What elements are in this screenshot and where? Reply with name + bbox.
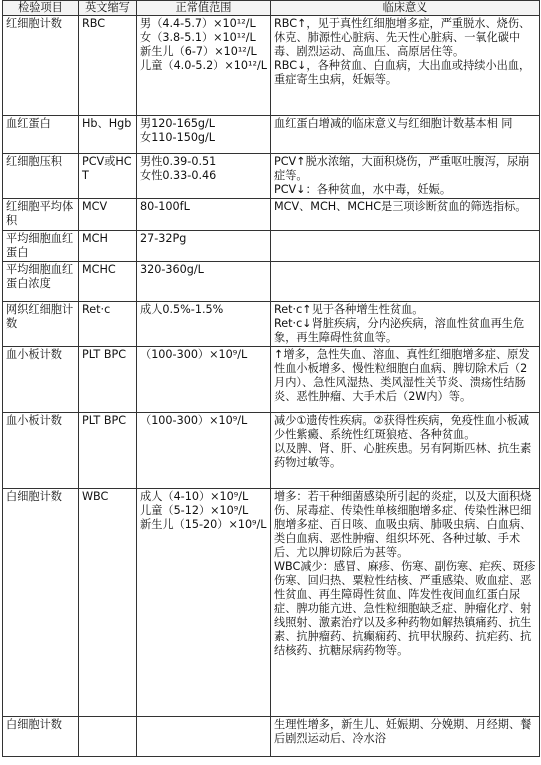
cell-meaning — [271, 262, 540, 302]
meaning-paragraph: Ret·c↑见于各种增生性贫血。 — [274, 303, 424, 316]
cell-range — [137, 199, 271, 231]
cell-item: 红细胞计数 — [3, 16, 79, 116]
cell-abbr: MCV — [79, 199, 137, 231]
cell-meaning — [271, 154, 540, 199]
cell-range — [137, 116, 271, 154]
header-range: 正常值范围 — [137, 1, 271, 16]
range-line: 女性0.33-0.46 — [140, 169, 217, 182]
range-line: （100-300）×10⁹/L — [140, 414, 248, 427]
meaning-paragraph: 以及脾、肾、肝、心脏疾患。另有阿斯匹林、抗生素药物过敏等。 — [274, 442, 532, 469]
cell-abbr: WBC — [79, 489, 137, 717]
range-line: 男（4.4-5.7）×10¹²/L — [140, 17, 256, 30]
range-line: 成人（4-10）×10⁹/L — [140, 490, 249, 503]
cell-range — [137, 302, 271, 347]
cell-meaning — [271, 413, 540, 489]
range-line: 成人0.5%-1.5% — [140, 303, 224, 316]
range-line: 80-100fL — [140, 200, 190, 213]
cell-item: 血小板计数 — [3, 347, 79, 413]
cell-meaning — [271, 347, 540, 413]
table-row — [3, 717, 540, 757]
cell-range — [137, 489, 271, 717]
table-row — [3, 16, 540, 116]
cell-abbr: PLT BPC — [79, 413, 137, 489]
meaning-paragraph: RBC↓，各种贫血、白血病，大出血或持续小出血，重症寄生虫病，妊娠等。 — [274, 59, 531, 86]
range-line: 27-32Pg — [140, 232, 187, 245]
cell-item: 红细胞压积 — [3, 154, 79, 199]
cell-abbr: Hb、Hgb — [79, 116, 137, 154]
cell-item: 血小板计数 — [3, 413, 79, 489]
meaning-paragraph: PCV↓：各种贫血，水中毒，妊娠。 — [274, 183, 452, 196]
cell-item: 血红蛋白 — [3, 116, 79, 154]
cell-item: 白细胞计数 — [3, 717, 79, 757]
meaning-paragraph: 血红蛋白增减的临床意义与红细胞计数基本相 同 — [274, 117, 513, 130]
lab-reference-table — [2, 0, 540, 757]
cell-range — [137, 154, 271, 199]
table-row — [3, 489, 540, 717]
cell-meaning — [271, 717, 540, 757]
range-line: 女（3.8-5.1）×10¹²/L — [140, 31, 256, 44]
cell-range — [137, 413, 271, 489]
cell-meaning — [271, 231, 540, 262]
range-line: 新生儿（15-20）×10⁹/L — [140, 518, 267, 531]
range-line: 男120-165g/L — [140, 117, 216, 130]
cell-range — [137, 231, 271, 262]
meaning-paragraph: 生理性增多，新生儿、妊娠期、分娩期、月经期、餐后剧烈运动后、冷水浴 — [274, 718, 532, 745]
cell-meaning — [271, 489, 540, 717]
table-row — [3, 231, 540, 262]
range-line: 儿童（4.0-5.2）×10¹²/L — [140, 59, 267, 72]
meaning-paragraph: Ret·c↓肾脏疾病，分内泌疾病，溶血性贫血再生危象，再生障碍性贫血等。 — [274, 317, 525, 344]
header-meaning: 临床意义 — [271, 1, 540, 16]
table-row — [3, 347, 540, 413]
range-line: 男性0.39-0.51 — [140, 155, 217, 168]
meaning-paragraph: RBC↑，见于真性红细胞增多症，严重脱水、烧伤、休克、肺源性心脏病、先天性心脏病、一氧化碳中毒、剧烈运动、高血压、高原居住等。 — [274, 17, 531, 58]
table-row — [3, 302, 540, 347]
cell-abbr: Ret·c — [79, 302, 137, 347]
cell-meaning — [271, 302, 540, 347]
table-row — [3, 199, 540, 231]
cell-range — [137, 347, 271, 413]
range-line: 新生儿（6-7）×10¹²/L — [140, 45, 257, 58]
cell-abbr: MCH — [79, 231, 137, 262]
table-body — [3, 16, 540, 757]
range-line: 儿童（5-12）×10⁹/L — [140, 504, 249, 517]
cell-range — [137, 262, 271, 302]
range-line: 320-360g/L — [140, 263, 204, 276]
cell-abbr: MCHC — [79, 262, 137, 302]
table-row — [3, 262, 540, 302]
cell-meaning — [271, 16, 540, 116]
meaning-paragraph: MCV、MCH、MCHC是三项诊断贫血的筛选指标。 — [274, 200, 527, 213]
meaning-paragraph: PCV↑脱水浓缩，大面积烧伤，严重呕吐腹泻，尿崩症等。 — [274, 155, 530, 182]
cell-abbr — [79, 717, 137, 757]
header-item: 检验项目 — [3, 1, 79, 16]
cell-meaning — [271, 116, 540, 154]
meaning-paragraph: WBC减少：感冒、麻疹、伤寒、副伤寒、疟疾、斑疹伤寒、回归热、粟粒性结核、严重感染、败血症、恶性贫血、再生障碍性贫血、阵发性夜间血红蛋白尿症、脾功能亢进、急性粒细胞缺乏症、肿瘤化疗、射线照射、激素治疗以及多种药物如解热镇痛药、抗生素、抗肿瘤药、抗癫痫药、抗甲状腺药、抗疟药、抗结核药、抗糖尿病药物等。 — [274, 560, 536, 657]
cell-meaning — [271, 199, 540, 231]
cell-item: 平均细胞血红蛋白浓度 — [3, 262, 79, 302]
cell-item: 白细胞计数 — [3, 489, 79, 717]
cell-abbr: PLT BPC — [79, 347, 137, 413]
table-row — [3, 154, 540, 199]
cell-item: 网织红细胞计数 — [3, 302, 79, 347]
range-line: 女110-150g/L — [140, 131, 216, 144]
meaning-paragraph: ↑增多，急性失血、溶血、真性红细胞增多症、原发性血小板增多、慢性粒细胞白血病、脾切除术后（2月内）、急性风湿热、类风湿性关节炎、溃疡性结肠炎、恶性肿瘤、大手术后（2W内）等。 — [274, 348, 530, 403]
table-row — [3, 413, 540, 489]
cell-range — [137, 16, 271, 116]
meaning-paragraph: 减少①遗传性疾病。②获得性疾病，免疫性血小板减少性紫癜、系统性红斑狼疮、各种贫血。 — [274, 414, 529, 441]
cell-abbr: RBC — [79, 16, 137, 116]
table-header-row — [3, 1, 540, 16]
cell-item: 平均细胞血红蛋白 — [3, 231, 79, 262]
cell-abbr: PCV或HCT — [79, 154, 137, 199]
meaning-paragraph: 增多：若干种细菌感染所引起的炎症，以及大面积烧伤、尿毒症、传染性单核细胞增多症、传染性淋巴细胞增多症、百日咳、血吸虫病、肺吸虫病、白血病、类白血病、恶性肿瘤、组织坏死、各种过敏、手术后、尤以脾切除后为甚等。 — [274, 490, 532, 559]
cell-item: 红细胞平均体积 — [3, 199, 79, 231]
header-abbr: 英文缩写 — [79, 1, 137, 16]
range-line: （100-300）×10⁹/L — [140, 348, 248, 361]
table-row — [3, 116, 540, 154]
cell-range — [137, 717, 271, 757]
